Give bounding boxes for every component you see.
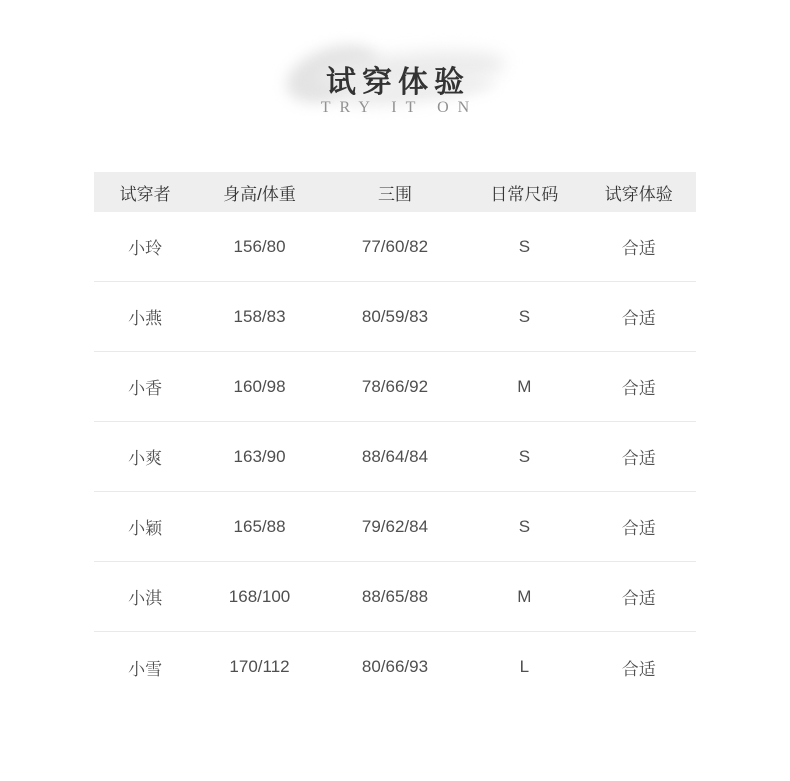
- table-row: [94, 632, 696, 702]
- fitter-cell: 小香: [128, 379, 163, 398]
- fitter-cell: 小燕: [128, 309, 163, 328]
- measurements-cell: 80/59/83: [361, 306, 429, 326]
- usual-size-cell: S: [518, 446, 531, 466]
- measurements-cell: 79/62/84: [361, 516, 429, 536]
- column-header-height-weight: 身高/体重: [223, 184, 296, 204]
- section-header: [0, 0, 790, 172]
- fit-experience-cell: 合适: [621, 239, 656, 258]
- usual-size-cell: L: [519, 657, 530, 676]
- section-title: 试穿体验: [326, 66, 470, 99]
- measurements-cell: 88/64/84: [361, 446, 429, 466]
- measurements-cell: 78/66/92: [361, 376, 429, 396]
- table-row: [94, 492, 696, 562]
- fitter-cell: 小雪: [128, 659, 163, 679]
- fitter-cell: 小玲: [128, 239, 163, 258]
- column-header-fit-experience: 试穿体验: [604, 184, 673, 204]
- height-weight-cell: 158/83: [233, 306, 286, 326]
- column-header-fitter: 试穿者: [119, 184, 171, 204]
- usual-size-cell: M: [517, 376, 532, 396]
- usual-size-cell: S: [518, 306, 531, 326]
- table-row: [94, 422, 696, 492]
- try-on-table: [94, 172, 696, 702]
- height-weight-cell: 170/112: [229, 657, 290, 676]
- usual-size-cell: M: [517, 586, 532, 606]
- table-row: [94, 282, 696, 352]
- fit-experience-cell: 合适: [621, 589, 656, 608]
- table-row: [94, 562, 696, 632]
- table-row: [94, 212, 696, 282]
- table-body: [94, 212, 696, 702]
- fitter-cell: 小颖: [128, 519, 163, 538]
- fitter-cell: 小淇: [128, 589, 163, 608]
- height-weight-cell: 168/100: [228, 586, 291, 606]
- fit-experience-cell: 合适: [621, 449, 656, 468]
- table-header-row: [94, 172, 696, 212]
- usual-size-cell: S: [518, 516, 531, 536]
- column-header-measurements: 三围: [377, 184, 412, 204]
- height-weight-cell: 160/98: [233, 376, 286, 396]
- column-header-usual-size: 日常尺码: [490, 184, 559, 204]
- height-weight-cell: 165/88: [233, 516, 286, 536]
- fitter-cell: 小爽: [128, 449, 163, 468]
- fit-experience-cell: 合适: [621, 659, 656, 679]
- fit-experience-cell: 合适: [621, 379, 656, 398]
- table-row: [94, 352, 696, 422]
- measurements-cell: 80/66/93: [361, 657, 429, 676]
- fit-experience-cell: 合适: [621, 309, 656, 328]
- height-weight-cell: 163/90: [233, 446, 286, 466]
- section-subtitle: TRY IT ON: [320, 99, 479, 116]
- usual-size-cell: S: [518, 236, 531, 256]
- height-weight-cell: 156/80: [233, 236, 286, 256]
- measurements-cell: 77/60/82: [361, 236, 429, 256]
- measurements-cell: 88/65/88: [361, 586, 429, 606]
- fit-experience-cell: 合适: [621, 519, 656, 538]
